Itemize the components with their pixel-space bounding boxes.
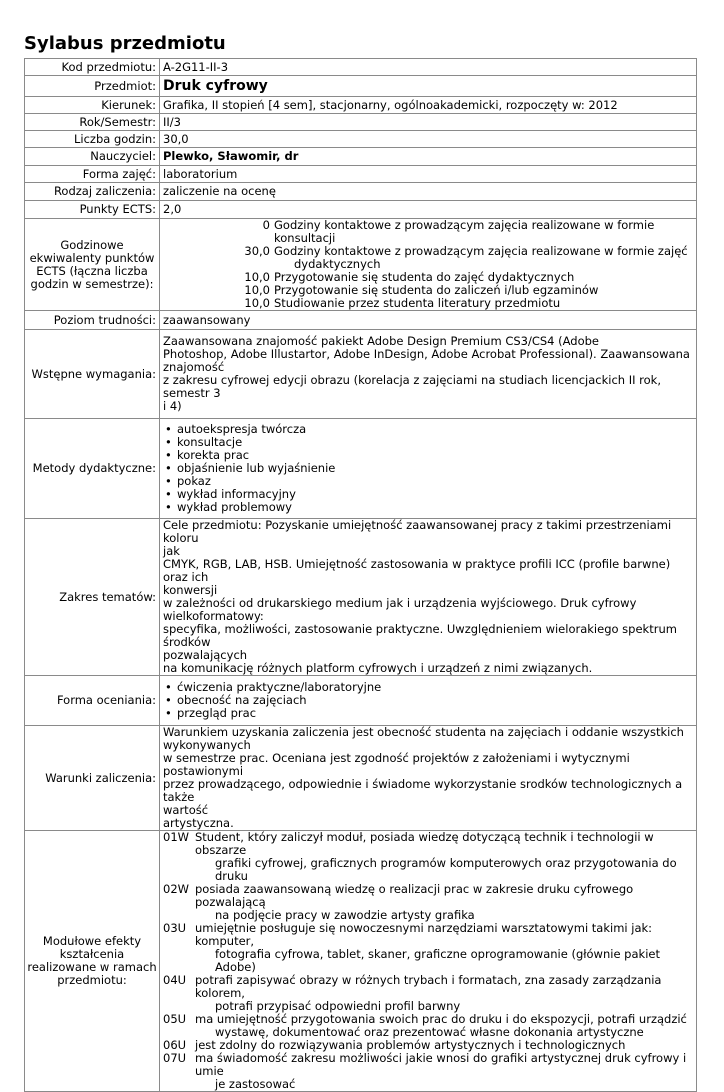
outcome-desc: ma umiejętność przygotowania swoich prac do druku i do ekspozycji, potrafi urządzić bbox=[195, 1012, 687, 1026]
label-forma: Forma zajęć: bbox=[25, 166, 160, 183]
row-rok bbox=[25, 114, 697, 131]
outcome-code: 06U bbox=[163, 1038, 187, 1052]
outcome-code: 02W bbox=[163, 882, 190, 896]
value-forma: laboratorium bbox=[160, 166, 697, 183]
outcome-item bbox=[163, 883, 693, 922]
label-kod: Kod przedmiotu: bbox=[25, 59, 160, 76]
label-poziom: Poziom trudności: bbox=[25, 311, 160, 330]
value-ekwiwalenty bbox=[160, 219, 697, 311]
outcome-desc: ma świadomość zakresu możliwości jakie wnosi do grafiki artystycznej druk cyfrowy i umie bbox=[195, 1051, 687, 1078]
label-rok: Rok/Semestr: bbox=[25, 114, 160, 131]
row-efekty bbox=[25, 831, 697, 1092]
outcome-item bbox=[163, 831, 693, 883]
value-ects: 2,0 bbox=[160, 201, 697, 219]
value-nauczyciel: Plewko, Sławomir, dr bbox=[160, 148, 697, 166]
list-item: • wykład informacyjny bbox=[163, 488, 693, 501]
row-ects bbox=[25, 201, 697, 219]
outcome-desc-cont: wystawę, dokumentować oraz prezentować własne dokonania artystyczne bbox=[215, 1025, 644, 1039]
row-ekwiwalenty bbox=[25, 219, 697, 311]
methods-list bbox=[163, 423, 693, 514]
outcome-desc-cont: fotografia cyfrowa, tablet, skaner, graficzne oprogramowanie (głównie pakiet Adobe) bbox=[215, 947, 660, 974]
value-efekty bbox=[160, 831, 697, 1092]
label-ects: Punkty ECTS: bbox=[25, 201, 160, 219]
value-wymagania: Zaawansowana znajomość pakiekt Adobe Design Premium CS3/CS4 (Adobe Photoshop, Adobe Illustartor, Adobe InDesign, Adobe Acrobat Professional). Zaawansowana znajomość z zakresu cyfrowej edycji obrazu (korelacja z zajęciami na studiach licencjackich II rok, semestr 3 i 4) bbox=[160, 330, 697, 419]
value-metody bbox=[160, 419, 697, 519]
list-item: • autoekspresja twórcza bbox=[163, 423, 693, 436]
row-nauczyciel bbox=[25, 148, 697, 166]
ects-desc: Przygotowanie się studenta do zajęć dydaktycznych bbox=[274, 270, 575, 284]
outcome-code: 04U bbox=[163, 973, 187, 987]
outcome-desc: posiada zaawansowaną wiedzę o realizacji prac w zakresie druku cyfrowego pozwalającą bbox=[195, 882, 634, 909]
value-godziny: 30,0 bbox=[160, 131, 697, 148]
ects-desc-cont: dydaktycznych bbox=[294, 257, 381, 271]
outcome-desc: umiejętnie posługuje się nowoczesnymi narzędziami warsztatowymi takimi jak: komputer, bbox=[195, 921, 653, 948]
outcome-desc-cont: na podjęcie pracy w zawodzie artysty grafika bbox=[215, 908, 475, 922]
outcome-desc: jest zdolny do rozwiązywania problemów artystycznych i technologicznych bbox=[195, 1038, 626, 1052]
label-warunki: Warunki zaliczenia: bbox=[25, 726, 160, 831]
label-efekty: Modułowe efekty kształcenia realizowane w ramach przedmiotu: bbox=[25, 831, 160, 1092]
list-item: • konsultacje bbox=[163, 436, 693, 449]
row-ocenianie bbox=[25, 676, 697, 726]
value-poziom: zaawansowany bbox=[160, 311, 697, 330]
label-zaliczenie: Rodzaj zaliczenia: bbox=[25, 183, 160, 201]
outcome-desc-cont: je zastosować bbox=[215, 1077, 296, 1091]
list-item: • pokaz bbox=[163, 475, 693, 488]
value-przedmiot: Druk cyfrowy bbox=[160, 76, 697, 97]
row-wymagania bbox=[25, 330, 697, 419]
outcome-desc-cont: grafiki cyfrowej, graficznych programów komputerowych oraz przygotowania do druku bbox=[215, 856, 677, 883]
label-ekwiwalenty: Godzinowe ekwiwalenty punktów ECTS (łączna liczba godzin w semestrze): bbox=[25, 219, 160, 311]
value-kod: A-2G11-II-3 bbox=[160, 59, 697, 76]
ects-hours: 10,0 bbox=[244, 296, 270, 310]
syllabus-table bbox=[24, 58, 697, 1092]
value-kierunek: Grafika, II stopień [4 sem], stacjonarny, ogólnoakademicki, rozpoczęty w: 2012 bbox=[160, 97, 697, 114]
row-forma bbox=[25, 166, 697, 183]
row-poziom bbox=[25, 311, 697, 330]
grading-list bbox=[163, 681, 693, 720]
outcome-code: 03U bbox=[163, 921, 187, 935]
ects-item bbox=[163, 245, 693, 271]
outcome-desc-cont: potrafi przypisać odpowiedni profil barwny bbox=[215, 999, 461, 1013]
list-item: • obecność na zajęciach bbox=[163, 694, 693, 707]
ects-hours: 10,0 bbox=[244, 270, 270, 284]
outcome-item bbox=[163, 1013, 693, 1039]
ects-hours: 30,0 bbox=[244, 244, 270, 258]
value-rok: II/3 bbox=[160, 114, 697, 131]
outcome-item bbox=[163, 974, 693, 1013]
label-kierunek: Kierunek: bbox=[25, 97, 160, 114]
value-zaliczenie: zaliczenie na ocenę bbox=[160, 183, 697, 201]
label-ocenianie: Forma oceniania: bbox=[25, 676, 160, 726]
ects-desc: Przygotowanie się studenta do zaliczeń i/lub egzaminów bbox=[274, 283, 599, 297]
value-ocenianie bbox=[160, 676, 697, 726]
row-zaliczenie bbox=[25, 183, 697, 201]
outcome-code: 07U bbox=[163, 1051, 187, 1065]
label-nauczyciel: Nauczyciel: bbox=[25, 148, 160, 166]
row-kod bbox=[25, 59, 697, 76]
row-warunki bbox=[25, 726, 697, 831]
outcome-code: 05U bbox=[163, 1012, 187, 1026]
label-zakres: Zakres tematów: bbox=[25, 519, 160, 676]
label-metody: Metody dydaktyczne: bbox=[25, 419, 160, 519]
outcome-item bbox=[163, 922, 693, 974]
ects-desc: Studiowanie przez studenta literatury przedmiotu bbox=[274, 296, 561, 310]
list-item: • ćwiczenia praktyczne/laboratoryjne bbox=[163, 681, 693, 694]
outcome-desc: Student, który zaliczył moduł, posiada wiedzę dotyczącą technik i technologii w obszarze bbox=[195, 830, 654, 857]
page-title: Sylabus przedmiotu bbox=[24, 33, 226, 54]
ects-desc: Godziny kontaktowe z prowadzącym zajęcia realizowane w formie konsultacji bbox=[274, 218, 655, 245]
label-przedmiot: Przedmiot: bbox=[25, 76, 160, 97]
list-item: • objaśnienie lub wyjaśnienie bbox=[163, 462, 693, 475]
row-przedmiot bbox=[25, 76, 697, 97]
ects-item bbox=[163, 219, 693, 245]
row-kierunek bbox=[25, 97, 697, 114]
outcome-desc: potrafi zapisywać obrazy w różnych trybach i formatach, zna zasady zarządzania kolorem, bbox=[195, 973, 662, 1000]
row-godziny bbox=[25, 131, 697, 148]
ects-hours: 0 bbox=[262, 218, 270, 232]
list-item: • przegląd prac bbox=[163, 707, 693, 720]
value-warunki: Warunkiem uzyskania zaliczenia jest obecność studenta na zajęciach i oddanie wszystkich wykonywanych w semestrze prac. Oceniana jest zgodność projektów z założeniami i wytycznymi postawionymi przez prowadzącego, odpowiednie i świadome wykorzystanie srodków technologicznych a także wartość artystyczna. bbox=[160, 726, 697, 831]
ects-hours: 10,0 bbox=[244, 283, 270, 297]
outcome-item bbox=[163, 1052, 693, 1091]
outcome-code: 01W bbox=[163, 830, 190, 844]
value-zakres: Cele przedmiotu: Pozyskanie umiejętność zaawansowanej pracy z takimi przestrzeniami koloru jak CMYK, RGB, LAB, HSB. Umiejętność zastosowania w praktyce profili ICC (profile barwne) oraz ich konwersji w zależności od drukarskiego medium jak i urządzenia wyjściowego. Druk cyfrowy wielkoformatowy: specyfika, możliwości, zastosowanie praktyczne. Uwzględnieniem wielorakiego spektrum środków pozwalających na komunikację różnych platform cyfrowych i urządzeń z nimi związanych. bbox=[160, 519, 697, 676]
label-godziny: Liczba godzin: bbox=[25, 131, 160, 148]
ects-desc: Godziny kontaktowe z prowadzącym zajęcia realizowane w formie zajęć bbox=[274, 244, 688, 258]
list-item: • wykład problemowy bbox=[163, 501, 693, 514]
ects-item bbox=[163, 297, 693, 310]
row-zakres bbox=[25, 519, 697, 676]
list-item: • korekta prac bbox=[163, 449, 693, 462]
label-wymagania: Wstępne wymagania: bbox=[25, 330, 160, 419]
row-metody bbox=[25, 419, 697, 519]
